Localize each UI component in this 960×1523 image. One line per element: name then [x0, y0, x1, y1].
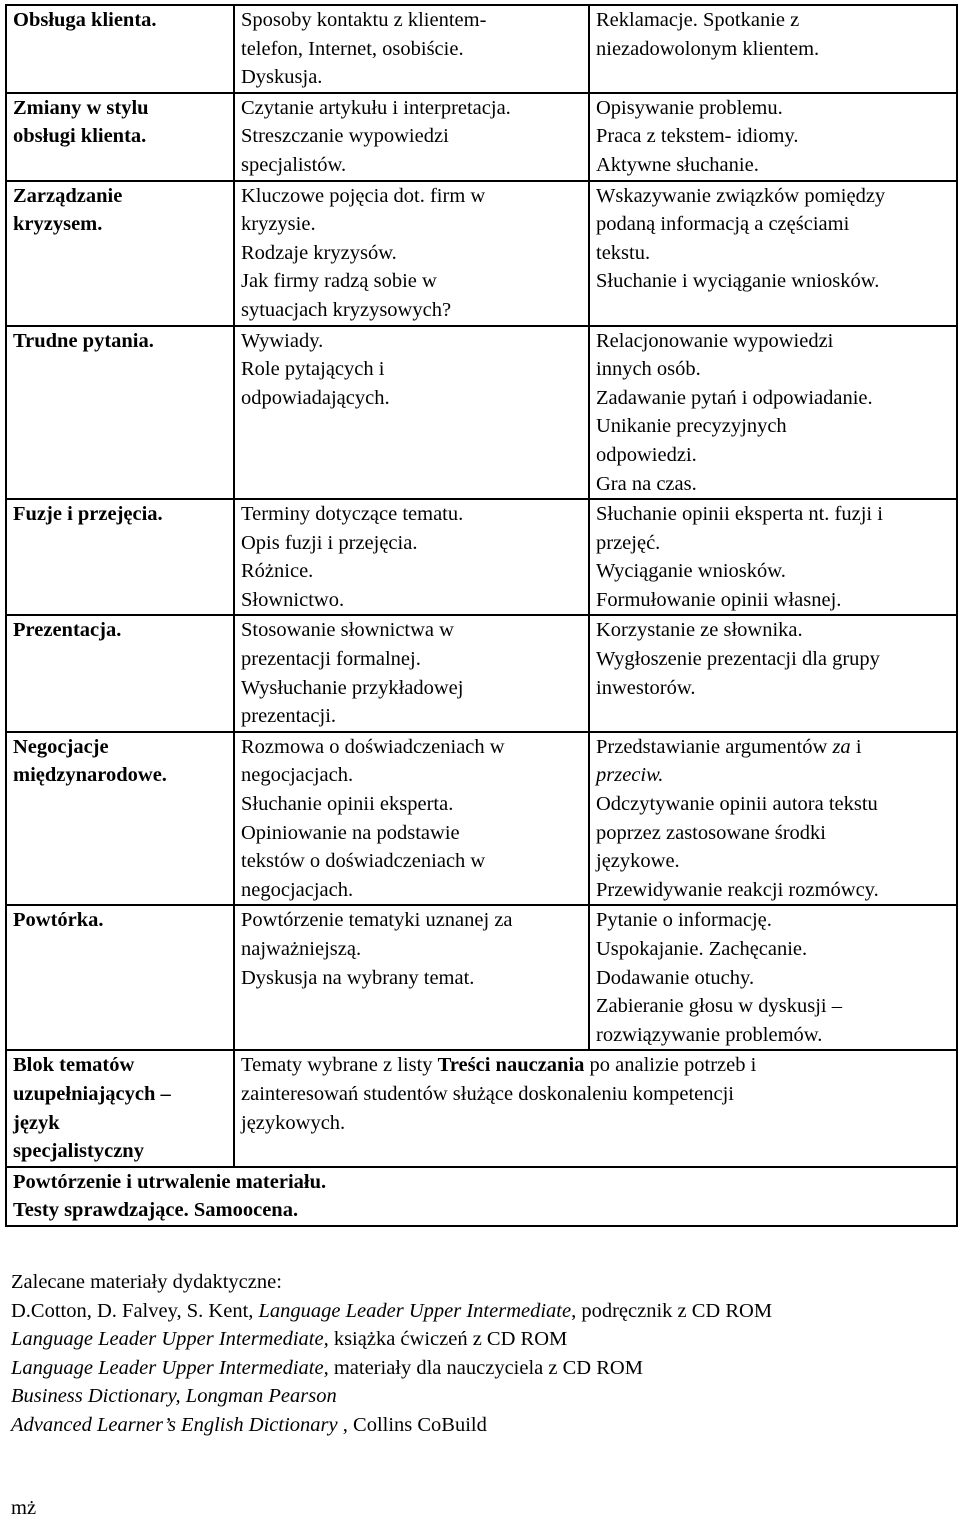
- material-desc: książka ćwiczeń z CD ROM: [328, 1328, 568, 1351]
- topic-line: Prezentacja.: [13, 619, 122, 642]
- block-description-line: językowych.: [241, 1111, 346, 1134]
- content-cell: [234, 326, 589, 500]
- skills-line: Aktywne słuchanie.: [596, 153, 759, 176]
- content-cell: [234, 181, 589, 326]
- block-topic-cell: [6, 1050, 234, 1166]
- material-item: [11, 1297, 951, 1326]
- skills-line: niezadowolonym klientem.: [596, 37, 820, 60]
- content-line: Opis fuzji i przejęcia.: [241, 531, 418, 554]
- block-topic-line: specjalistyczny: [13, 1140, 144, 1163]
- material-item: [11, 1354, 951, 1383]
- content-line: Powtórzenie tematyki uznanej za: [241, 909, 513, 932]
- material-title: Advanced Learner’s English Dictionary: [11, 1413, 338, 1436]
- skills-line: Korzystanie ze słownika.: [596, 619, 803, 642]
- topic-line: obsługi klienta.: [13, 125, 147, 148]
- topic-cell: [6, 499, 234, 615]
- table-row-block: [6, 1050, 957, 1166]
- block-description-cell: [234, 1050, 957, 1166]
- skills-fragment: i: [850, 735, 862, 758]
- material-desc: , podręcznik z CD ROM: [571, 1299, 773, 1322]
- table-row: [6, 905, 957, 1050]
- content-line: Stosowanie słownictwa w: [241, 619, 454, 642]
- skills-line: przeciw.: [596, 764, 664, 787]
- skills-line: Odczytywanie opinii autora tekstu: [596, 793, 878, 816]
- content-cell: [234, 499, 589, 615]
- material-authors: D.Cotton, D. Falvey, S. Kent,: [11, 1299, 259, 1322]
- skills-cell: [589, 499, 957, 615]
- content-cell: [234, 5, 589, 93]
- content-line: Sposoby kontaktu z klientem-: [241, 9, 487, 31]
- block-text-bold: Treści nauczania: [437, 1054, 585, 1077]
- footer-initials: mż: [11, 1497, 37, 1519]
- summary-cell: [6, 1167, 957, 1226]
- content-cell: [234, 93, 589, 181]
- topic-cell: [6, 732, 234, 906]
- table-row: [6, 93, 957, 181]
- material-desc: , Collins CoBuild: [337, 1413, 487, 1436]
- content-line: Słownictwo.: [241, 588, 345, 611]
- block-topic-line: uzupełniających –: [13, 1082, 171, 1105]
- content-line: kryzysie.: [241, 213, 316, 236]
- skills-line: Słuchanie i wyciąganie wniosków.: [596, 270, 880, 293]
- material-item: Business Dictionary, Longman Pearson: [11, 1385, 337, 1408]
- skills-line: innych osób.: [596, 358, 701, 381]
- content-line: Wysłuchanie przykładowej: [241, 676, 464, 699]
- skills-line: Wygłoszenie prezentacji dla grupy: [596, 648, 880, 671]
- content-line: Terminy dotyczące tematu.: [241, 503, 464, 526]
- table-row: [6, 499, 957, 615]
- skills-line: Unikanie precyzyjnych: [596, 415, 787, 438]
- topic-cell: [6, 905, 234, 1050]
- topic-line: Powtórka.: [13, 909, 104, 932]
- skills-cell: [589, 905, 957, 1050]
- content-line: Dyskusja na wybrany temat.: [241, 966, 475, 989]
- content-line: Streszczanie wypowiedzi: [241, 125, 449, 148]
- skills-line: Pytanie o informację.: [596, 909, 772, 932]
- skills-cell: [589, 181, 957, 326]
- material-title: Language Leader Upper Intermediate: [258, 1299, 572, 1322]
- skills-line: rozwiązywanie problemów.: [596, 1023, 823, 1046]
- topic-cell: [6, 326, 234, 500]
- material-item: [11, 1325, 951, 1354]
- skills-line: Relacjonowanie wypowiedzi: [596, 329, 834, 352]
- content-cell: [234, 732, 589, 906]
- skills-line: Uspokajanie. Zachęcanie.: [596, 938, 808, 960]
- table-row-summary: [6, 1167, 957, 1226]
- content-line: specjalistów.: [241, 153, 347, 176]
- materials-heading: Zalecane materiały dydaktyczne:: [11, 1271, 282, 1293]
- block-text-c: po analizie potrzeb i: [584, 1054, 757, 1077]
- skills-line: przejęć.: [596, 531, 661, 554]
- table-row: [6, 181, 957, 326]
- recommended-materials: [11, 1268, 951, 1440]
- material-desc: materiały dla nauczyciela z CD ROM: [328, 1356, 643, 1379]
- skills-line: tekstu.: [596, 241, 651, 264]
- block-text-a: Tematy wybrane z listy: [241, 1054, 438, 1077]
- content-line: tekstów o doświadczeniach w: [241, 850, 486, 873]
- block-description-line: [241, 1051, 952, 1080]
- content-line: Opiniowanie na podstawie: [241, 821, 460, 844]
- skills-line: Formułowanie opinii własnej.: [596, 588, 842, 611]
- content-line: Dyskusja.: [241, 66, 323, 89]
- content-line: najważniejszą.: [241, 938, 362, 960]
- skills-line: Zadawanie pytań i odpowiadanie.: [596, 386, 873, 409]
- skills-line: Praca z tekstem- idiomy.: [596, 125, 799, 148]
- topic-cell: [6, 181, 234, 326]
- content-line: Rodzaje kryzysów.: [241, 241, 397, 264]
- topic-line: kryzysem.: [13, 213, 103, 236]
- material-title: Language Leader Upper Intermediate,: [11, 1328, 329, 1351]
- table-row: [6, 5, 957, 93]
- skills-line: podaną informacją a częściami: [596, 213, 850, 236]
- skills-cell: [589, 732, 957, 906]
- content-line: Rozmowa o doświadczeniach w: [241, 735, 505, 758]
- skills-line: [596, 733, 952, 762]
- content-line: Czytanie artykułu i interpretacja.: [241, 96, 511, 119]
- skills-line: poprzez zastosowane środki: [596, 821, 826, 844]
- content-line: prezentacji formalnej.: [241, 648, 421, 671]
- table-row: [6, 615, 957, 731]
- content-line: Role pytających i: [241, 358, 385, 381]
- skills-line: Wyciąganie wniosków.: [596, 560, 786, 583]
- topic-line: Trudne pytania.: [13, 329, 154, 352]
- skills-line: Dodawanie otuchy.: [596, 966, 755, 989]
- table-row: [6, 326, 957, 500]
- skills-line: Opisywanie problemu.: [596, 96, 783, 119]
- material-item: [11, 1411, 951, 1440]
- skills-line: Reklamacje. Spotkanie z: [596, 9, 800, 31]
- skills-cell: [589, 615, 957, 731]
- content-cell: [234, 905, 589, 1050]
- skills-line: odpowiedzi.: [596, 443, 697, 466]
- topic-cell: [6, 615, 234, 731]
- content-line: negocjacjach.: [241, 878, 354, 901]
- block-description-line: zainteresowań studentów służące doskonaleniu kompetencji: [241, 1082, 734, 1105]
- topic-line: Zarządzanie: [13, 184, 123, 207]
- material-title: Language Leader Upper Intermediate,: [11, 1356, 329, 1379]
- skills-cell: [589, 93, 957, 181]
- skills-cell: [589, 326, 957, 500]
- syllabus-table: [5, 4, 958, 1227]
- content-line: Kluczowe pojęcia dot. firm w: [241, 184, 486, 207]
- summary-line: Powtórzenie i utrwalenie materiału.: [13, 1170, 327, 1193]
- skills-line: Wskazywanie związków pomiędzy: [596, 184, 886, 207]
- content-line: Wywiady.: [241, 329, 324, 352]
- skills-fragment: Przedstawianie argumentów: [596, 735, 833, 758]
- content-line: Różnice.: [241, 560, 314, 583]
- block-topic-line: język: [13, 1111, 60, 1134]
- skills-line: Słuchanie opinii eksperta nt. fuzji i: [596, 503, 883, 526]
- skills-fragment: za: [832, 735, 851, 758]
- skills-line: Gra na czas.: [596, 472, 697, 495]
- topic-line: Negocjacje: [13, 735, 109, 758]
- content-line: sytuacjach kryzysowych?: [241, 298, 452, 321]
- summary-line: Testy sprawdzające. Samoocena.: [13, 1199, 299, 1222]
- content-line: odpowiadających.: [241, 386, 390, 409]
- skills-line: Przewidywanie reakcji rozmówcy.: [596, 878, 879, 901]
- content-line: Jak firmy radzą sobie w: [241, 270, 437, 293]
- skills-line: Zabieranie głosu w dyskusji –: [596, 995, 842, 1018]
- topic-line: Fuzje i przejęcia.: [13, 503, 163, 526]
- content-line: negocjacjach.: [241, 764, 354, 787]
- skills-line: językowe.: [596, 850, 680, 873]
- topic-line: Zmiany w stylu: [13, 96, 149, 119]
- topic-cell: [6, 5, 234, 93]
- content-line: telefon, Internet, osobiście.: [241, 37, 464, 60]
- content-line: Słuchanie opinii eksperta.: [241, 793, 454, 816]
- content-line: prezentacji.: [241, 705, 337, 728]
- topic-cell: [6, 93, 234, 181]
- skills-line: inwestorów.: [596, 676, 696, 699]
- content-cell: [234, 615, 589, 731]
- block-topic-line: Blok tematów: [13, 1054, 135, 1077]
- topic-line: Obsługa klienta.: [13, 9, 157, 31]
- topic-line: międzynarodowe.: [13, 764, 167, 787]
- skills-cell: [589, 5, 957, 93]
- table-row: [6, 732, 957, 906]
